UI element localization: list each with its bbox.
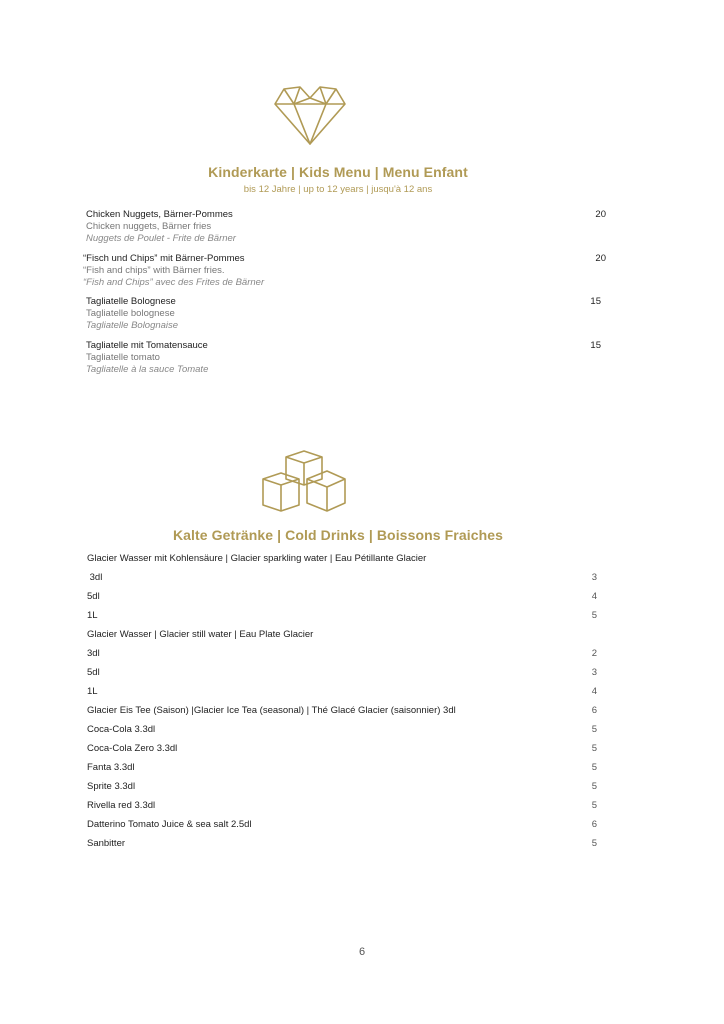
- drink-price: 5: [591, 743, 597, 754]
- drink-row: [87, 571, 597, 585]
- drink-row: [87, 799, 597, 813]
- item-name: Tagliatelle mit Tomatensauce: [86, 340, 208, 351]
- drink-row: [87, 590, 597, 604]
- drink-name: Datterino Tomato Juice & sea salt 2.5dl: [87, 819, 252, 830]
- item-english: Chicken nuggets, Bärner fries: [86, 221, 212, 232]
- item-french: Tagliatelle Bolognaise: [86, 320, 179, 331]
- drink-price: 5: [591, 781, 597, 792]
- drink-row: [87, 552, 597, 566]
- drink-row: [87, 666, 597, 680]
- drink-price: 5: [591, 800, 597, 811]
- drink-price: 5: [591, 762, 597, 773]
- drink-price: 5: [591, 724, 597, 735]
- drink-row: [87, 647, 597, 661]
- item-name: Chicken Nuggets, Bärner-Pommes: [86, 209, 233, 220]
- drink-name: Glacier Wasser | Glacier still water | Eau Plate Glacier: [87, 629, 314, 640]
- drink-name: 5dl: [87, 591, 100, 602]
- drink-name: Coca-Cola Zero 3.3dl: [87, 743, 178, 754]
- drink-name: Coca-Cola 3.3dl: [87, 724, 156, 735]
- drink-price: 3: [591, 667, 597, 678]
- drink-row: [87, 685, 597, 699]
- drink-name: Glacier Wasser mit Kohlensäure | Glacier sparkling water | Eau Pétillante Glacier: [87, 553, 427, 564]
- drink-name: Sanbitter: [87, 838, 126, 849]
- drink-price: 4: [591, 591, 597, 602]
- drink-row: [87, 723, 597, 737]
- cold-drinks-title: Kalte Getränke | Cold Drinks | Boissons Fraiches: [172, 527, 504, 543]
- drink-name: Fanta 3.3dl: [87, 762, 135, 773]
- item-price: 15: [590, 296, 601, 307]
- kids-menu-item: [86, 340, 606, 376]
- item-english: Tagliatelle tomato: [86, 352, 160, 363]
- drink-row: [87, 742, 597, 756]
- kids-menu-title: Kinderkarte | Kids Menu | Menu Enfant: [208, 164, 468, 180]
- drink-price: 5: [591, 610, 597, 621]
- item-english: “Fish and chips” with Bärner fries.: [83, 265, 225, 276]
- drink-name: Sprite 3.3dl: [87, 781, 136, 792]
- drink-name: Rivella red 3.3dl: [87, 800, 156, 811]
- page-number: 6: [358, 946, 366, 958]
- drink-price: 4: [591, 686, 597, 697]
- drink-price: 3: [591, 572, 597, 583]
- drink-price: 6: [591, 819, 597, 830]
- geometric-heart-icon: [272, 84, 348, 146]
- item-french: “Fish and Chips” avec des Frites de Bärner: [83, 277, 265, 288]
- drink-name: 3dl: [87, 572, 103, 583]
- item-price: 20: [595, 253, 606, 264]
- item-french: Nuggets de Poulet - Frite de Bärner: [86, 233, 236, 244]
- drink-row: [87, 837, 597, 851]
- drink-price: 2: [591, 648, 597, 659]
- item-name: Tagliatelle Bolognese: [86, 296, 176, 307]
- item-french: Tagliatelle à la sauce Tomate: [86, 364, 209, 375]
- drink-name: 3dl: [87, 648, 100, 659]
- item-name: “Fisch und Chips” mit Bärner-Pommes: [83, 253, 245, 264]
- drink-name: 5dl: [87, 667, 100, 678]
- drink-name: 1L: [87, 610, 98, 621]
- kids-menu-subtitle: bis 12 Jahre | up to 12 years | jusqu'à 12 ans: [243, 184, 433, 195]
- drink-row: [87, 761, 597, 775]
- item-english: Tagliatelle bolognese: [86, 308, 175, 319]
- kids-menu-item: [86, 209, 606, 245]
- drink-row: [87, 818, 597, 832]
- drink-price: 5: [591, 838, 597, 849]
- kids-menu-item: [83, 253, 606, 289]
- item-price: 15: [590, 340, 601, 351]
- drink-name: 1L: [87, 686, 98, 697]
- drink-price: 6: [591, 705, 597, 716]
- drink-name: Glacier Eis Tee (Saison) |Glacier Ice Tea (seasonal) | Thé Glacé Glacier (saisonnier) 3dl: [87, 705, 456, 716]
- drink-row: [87, 628, 597, 642]
- drink-row: [87, 780, 597, 794]
- item-price: 20: [595, 209, 606, 220]
- ice-cubes-icon: [260, 449, 348, 513]
- drink-row: [87, 609, 597, 623]
- kids-menu-item: [86, 296, 606, 332]
- drink-row: [87, 704, 597, 718]
